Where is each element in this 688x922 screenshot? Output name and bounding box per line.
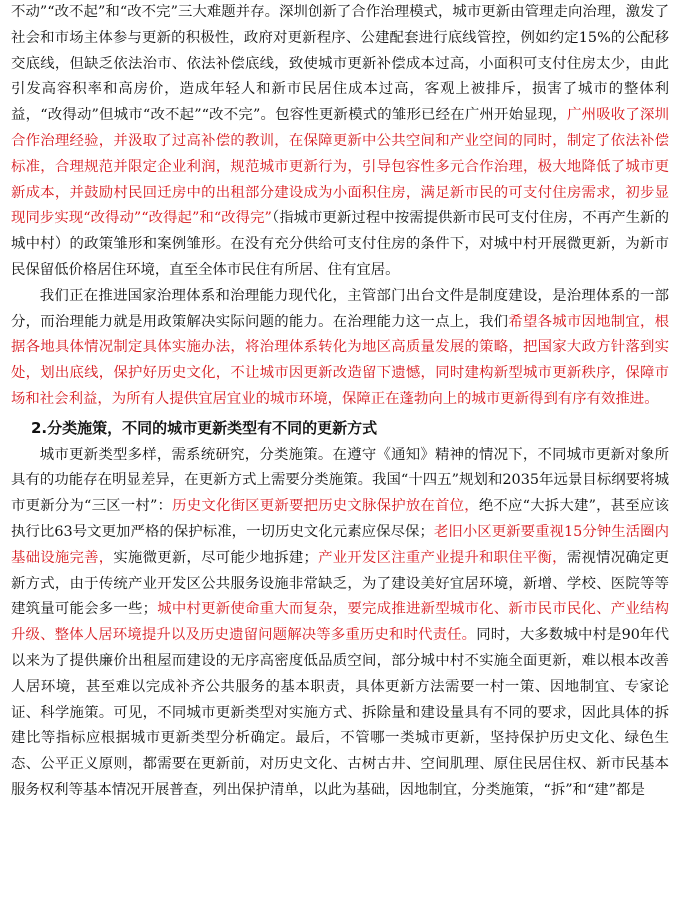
- document-page: [11, 0, 669, 804]
- section-heading: 2.分类施策，不同的城市更新类型有不同的更新方式: [31, 418, 378, 437]
- text-segment: 实施微更新，尽可能少地拆建；: [113, 549, 318, 566]
- paragraph-2: [11, 284, 669, 413]
- highlighted-text-segment: 老旧小区更新要重视15分钟生活圈内基础设施完善，: [11, 523, 669, 566]
- text-segment: 不动”“改不起”和“改不完”三大难题并存。深圳创新了合作治理模式，城市更新由管理走向治理，激发了社会和市场主体参与更新的积极性，政府对更新程序、公建配套进行底线管控，例如约定15%的公配移交底线，但缺乏依法治市、依法补偿底线，致使城市更新补偿成本过高，小面积可支付住房太少，由此引发高容积率和高房价，造成年轻人和新市民居住成本过高，客观上被排斥，损害了城市的整体利益，“改得动”但城市“改不起”“改不完”。包容性更新模式的雏形已经在广州开始显现，: [11, 4, 669, 124]
- highlighted-text-segment: 历史文化街区更新要把历史文脉保护放在首位，: [172, 498, 479, 515]
- paragraph-3: [11, 443, 669, 804]
- text-segment: 需视情况确定更新方式，由于传统产业开发区公共服务设施非常缺乏，为了建设美好宜居环境，新增、学校、医院等等建筑量可能会多一些；: [11, 549, 669, 618]
- highlighted-text-segment: 希望各城市因地制宜，根据各地具体情况制定具体实施办法，将治理体系转化为地区高质量发展的策略，把国家大政方针落到实处，划出底线，保护好历史文化，不让城市因更新改造留下遗憾，同时建构新型城市更新秩序，保障市场和社会利益，为所有人提供宜居宜业的城市环境，保障正在蓬勃向上的城市更新得到有序有效推进。: [11, 313, 669, 407]
- highlighted-text-segment: 城中村更新使命重大而复杂，要完成推进新型城市化、新市民市民化、产业结构升级、整体人居环境提升以及历史遗留问题解决等多重历史和时代责任。: [11, 601, 669, 644]
- text-segment: 绝不应“大拆大建”，甚至应该执行比63号文更加严格的保护标准，一切历史文化元素应保尽保；: [11, 498, 669, 540]
- text-segment: （指城市更新过程中按需提供新市民可支付住房，不再产生新的城中村）的政策雏形和案例雏形。在没有充分供给可支付住房的条件下，对城中村开展微更新，为新市民保留低价格居住环境，直至全体市民住有所居、住有宜居。: [11, 210, 669, 278]
- paragraph-1: [11, 0, 669, 284]
- text-segment: 我们正在推进国家治理体系和治理能力现代化，主管部门出台文件是制度建设，是治理体系的一部分，而治理能力就是用政策解决实际问题的能力。在治理能力这一点上，我们: [11, 287, 669, 330]
- text-segment: 城市更新类型多样，需系统研究，分类施策。在遵守《通知》精神的情况下，不同城市更新对象所具有的功能存在明显差异，在更新方式上需要分类施策。我国“十四五”规划和2035年远景目标纲要将城市更新分为“三区一村”：: [11, 446, 669, 515]
- text-segment: 同时，大多数城中村是90年代以来为了提供廉价出租屋而建设的无序高密度低品质空间，部分城中村不实施全面更新，难以根本改善人居环境，甚至难以完成补齐公共服务的基本职责，具体更新方法需要一村一策、因地制宜、专家论证、科学施策。可见，不同城市更新类型对实施方式、拆除量和建设量具有不同的要求，因此具体的拆建比等指标应根据城市更新类型分析确定。最后，不管哪一类城市更新，坚持保护历史文化、绿色生态、公平正义原则，都需要在更新前，对历史文化、古树古井、空间肌理、原住民居住权、新市民基本服务权利等基本情况开展普查，列出保护清单，以此为基础，因地制宜，分类施策，“拆”和“建”都是: [11, 627, 669, 798]
- highlighted-text-segment: 产业开发区注重产业提升和职住平衡，: [317, 549, 567, 566]
- highlighted-text-segment: 广州吸收了深圳合作治理经验，并汲取了过高补偿的教训，在保障更新中公共空间和产业空间的同时，制定了依法补偿标准，合理规范并限定企业利润，规范城市更新行为，引导包容性多元合作治理，极大地降低了城市更新成本，并鼓励村民回迁房中的出租部分建设成为小面积住房，满足新市民的可支付住房需求，初步显现同步实现“改得动”“改得起”和“改得完”: [11, 107, 669, 227]
